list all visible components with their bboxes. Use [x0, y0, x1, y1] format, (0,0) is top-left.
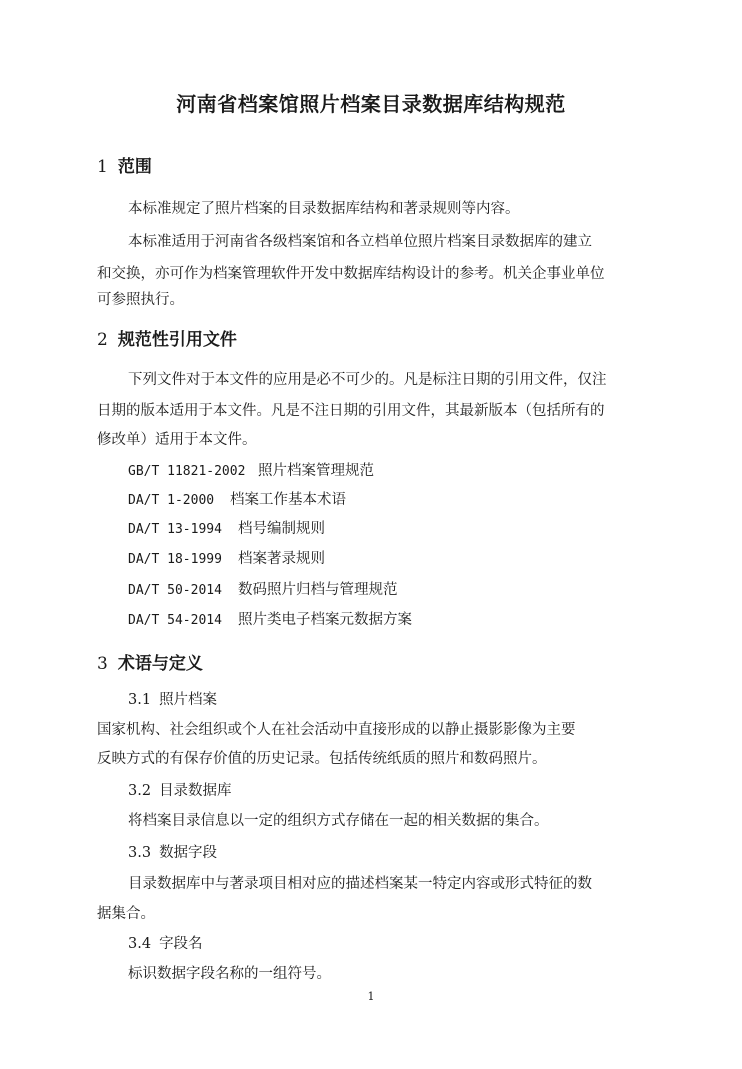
section-heading-normative-references — [97, 325, 237, 350]
reference-code: DA/T 50-2014 — [128, 583, 222, 598]
term-number: 3.4 — [128, 936, 152, 952]
paragraph-line: 本标准适用于河南省各级档案馆和各立档单位照片档案目录数据库的建立 — [128, 234, 592, 250]
page-number: 1 — [367, 990, 375, 1003]
section-title: 规范性引用文件 — [117, 330, 237, 350]
reference-item — [128, 578, 398, 599]
reference-name: 照片档案管理规范 — [258, 463, 374, 479]
section-number: 1 — [97, 157, 108, 177]
definition-line: 据集合。 — [97, 906, 155, 922]
document-title: 河南省档案馆照片档案目录数据库结构规范 — [176, 92, 566, 116]
definition-line: 标识数据字段名称的一组符号。 — [128, 966, 331, 982]
paragraph-line: 下列文件对于本文件的应用是必不可少的。凡是标注日期的引用文件，仅注 — [128, 372, 607, 388]
section-title: 术语与定义 — [117, 654, 203, 674]
reference-name: 照片类电子档案元数据方案 — [238, 612, 412, 628]
definition-line: 将档案目录信息以一定的组织方式存储在一起的相关数据的集合。 — [128, 813, 549, 829]
term-name: 照片档案 — [159, 692, 218, 708]
term-name: 目录数据库 — [159, 783, 232, 799]
reference-item — [128, 517, 325, 538]
section-title: 范围 — [117, 157, 152, 177]
reference-item — [128, 488, 346, 509]
reference-name: 档号编制规则 — [238, 521, 325, 537]
definition-line: 国家机构、社会组织或个人在社会活动中直接形成的以静止摄影影像为主要 — [97, 722, 576, 738]
section-heading-terms-definitions — [97, 649, 203, 674]
term-heading — [128, 841, 217, 862]
term-heading — [128, 779, 232, 800]
reference-item — [128, 459, 374, 480]
paragraph-line: 可参照执行。 — [97, 292, 184, 308]
section-number: 3 — [97, 654, 108, 674]
term-name: 字段名 — [159, 936, 203, 952]
paragraph-line: 和交换，亦可作为档案管理软件开发中数据库结构设计的参考。机关企事业单位 — [97, 266, 605, 282]
term-number: 3.1 — [128, 692, 152, 708]
definition-line: 目录数据库中与著录项目相对应的描述档案某一特定内容或形式特征的数 — [128, 876, 592, 892]
term-heading — [128, 932, 203, 953]
paragraph-line: 修改单）适用于本文件。 — [97, 432, 257, 448]
term-number: 3.3 — [128, 845, 152, 861]
reference-code: DA/T 54-2014 — [128, 613, 222, 628]
reference-item — [128, 547, 325, 568]
definition-line: 反映方式的有保存价值的历史记录。包括传统纸质的照片和数码照片。 — [97, 751, 547, 767]
paragraph-line: 日期的版本适用于本文件。凡是不注日期的引用文件，其最新版本（包括所有的 — [97, 403, 605, 419]
reference-name: 数码照片归档与管理规范 — [238, 582, 398, 598]
reference-name: 档案著录规则 — [238, 551, 325, 567]
reference-code: DA/T 18-1999 — [128, 552, 222, 567]
section-number: 2 — [97, 330, 108, 350]
reference-code: GB/T 11821-2002 — [128, 464, 246, 479]
paragraph-line: 本标准规定了照片档案的目录数据库结构和著录规则等内容。 — [128, 201, 520, 217]
term-number: 3.2 — [128, 783, 152, 799]
reference-code: DA/T 13-1994 — [128, 522, 222, 537]
term-name: 数据字段 — [159, 845, 218, 861]
section-heading-scope — [97, 152, 152, 177]
reference-code: DA/T 1-2000 — [128, 493, 215, 508]
reference-item — [128, 608, 412, 629]
reference-name: 档案工作基本术语 — [230, 492, 346, 508]
term-heading — [128, 688, 217, 709]
